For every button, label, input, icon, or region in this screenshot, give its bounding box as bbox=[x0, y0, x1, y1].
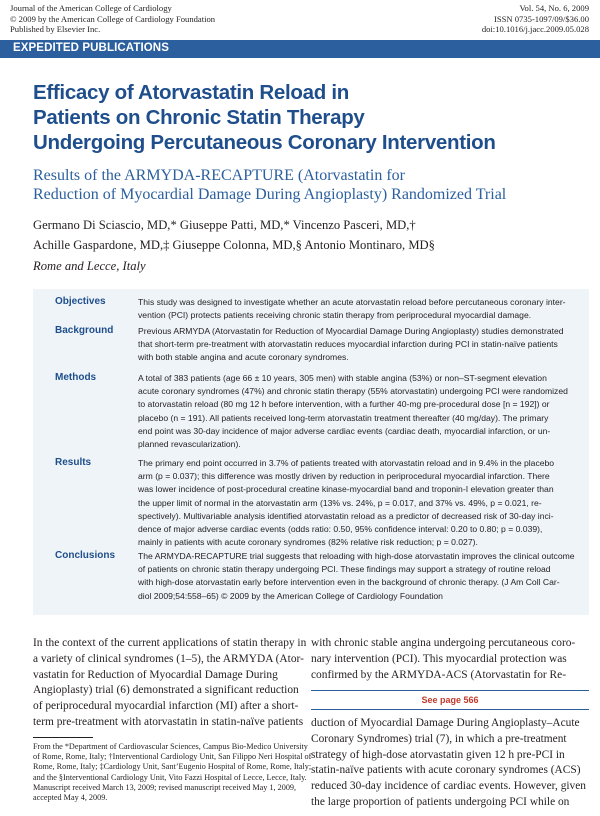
copyright-line: © 2009 by the American College of Cardiology Foundation bbox=[10, 13, 216, 24]
volume-line: Vol. 54, No. 6, 2009 bbox=[519, 3, 589, 13]
abstract-line: of patients on chronic statin therapy undergoing PCI. These findings may support a strategy of routine reload bbox=[138, 564, 551, 575]
abstract-text bbox=[138, 325, 584, 365]
abstract-line: diol 2009;54:558–65) © 2009 by the American College of Cardiology Foundation bbox=[138, 590, 443, 601]
abstract-line: was lower incidence of post-procedural creatine kinase-myocardial band and troponin-I elevation greater than bbox=[138, 484, 554, 495]
body-line: Angioplasty) trial (6) demonstrated a significant reduction bbox=[33, 684, 299, 697]
abstract-line: placebo (n = 191). All patients received long-term atorvastatin treatment thereafter (40 mg/day). The primary bbox=[138, 412, 549, 423]
body-line: In the context of the current applications of statin therapy in bbox=[33, 637, 307, 649]
body-column-right-top bbox=[311, 636, 591, 683]
abstract-line: that short-term pre-treatment with atorvastatin reduces myocardial infarction during PCI in statin-naïve patients bbox=[138, 339, 558, 350]
abstract-line: Previous ARMYDA (Atorvastatin for Reduction of Myocardial Damage During Angioplasty) studies demonstrated bbox=[138, 326, 564, 336]
footnote-line: From the *Department of Cardiovascular Sciences, Campus Bio-Medico University bbox=[33, 742, 308, 751]
abstract-line: planned revascularization). bbox=[138, 439, 241, 450]
abstract-label: Results bbox=[55, 457, 92, 468]
body-line: the large proportion of patients undergoing PCI while on bbox=[311, 795, 570, 808]
abstract-line: The primary end point occurred in 3.7% of patients treated with atorvastatin reload and in 9.4% in the placebo bbox=[138, 458, 555, 468]
affiliation: Rome and Lecce, Italy bbox=[33, 259, 146, 273]
article-title bbox=[33, 80, 573, 155]
doi-line: doi:10.1016/j.jacc.2009.05.028 bbox=[481, 24, 589, 34]
body-line: duction of Myocardial Damage During Angioplasty–Acute bbox=[311, 717, 580, 729]
structured-abstract bbox=[33, 289, 589, 615]
abstract-label: Methods bbox=[55, 372, 97, 383]
section-band bbox=[0, 40, 600, 58]
body-line: nary intervention (PCI). This myocardial protection was bbox=[311, 652, 567, 665]
footnote-rule bbox=[33, 737, 93, 738]
abstract-line: with both stable angina and acute coronary syndromes. bbox=[138, 352, 349, 363]
abstract-label: Background bbox=[55, 325, 114, 336]
abstract-text bbox=[138, 550, 584, 603]
journal-name: Journal of the American College of Cardiology bbox=[10, 3, 172, 13]
footnote-line: accepted May 4, 2009. bbox=[33, 793, 108, 803]
abstract-text bbox=[138, 457, 584, 549]
abstract-line: end point was 30-day incidence of major adverse cardiac events (cardiac death, myocardial infarction, or un- bbox=[138, 425, 551, 436]
abstract-label: Objectives bbox=[55, 296, 106, 307]
subtitle-line: Reduction of Myocardial Damage During Angioplasty) Randomized Trial bbox=[33, 186, 507, 203]
publisher-line: Published by Elsevier Inc. bbox=[10, 24, 101, 34]
abstract-label: Conclusions bbox=[55, 550, 116, 561]
body-line: Coronary Syndromes) trial (7), in which a pre-treatment bbox=[311, 732, 567, 745]
abstract-line: acute coronary syndromes (47%) and chronic statin therapy (55% atorvastatin) undergoing PCI were randomized bbox=[138, 386, 568, 397]
abstract-line: the upper limit of normal in the atorvastatin arm (13% vs. 24%, p = 0.017, and 37% vs. 49%, p = 0.021, re- bbox=[138, 497, 542, 508]
abstract-text bbox=[138, 296, 584, 322]
body-line: a variety of clinical syndromes (1–5), the ARMYDA (Ator- bbox=[33, 652, 304, 665]
body-line: of periprocedural myocardial infarction (MI) after a short- bbox=[33, 700, 299, 713]
journal-header-left bbox=[10, 3, 215, 35]
title-line: Efficacy of Atorvastatin Reload in bbox=[33, 81, 349, 104]
body-line: statin-naïve patients with acute coronary syndromes (ACS) bbox=[311, 764, 581, 777]
body-column-left bbox=[33, 636, 307, 731]
see-page-link[interactable]: See page 566 bbox=[311, 690, 589, 710]
affiliation-footnote bbox=[33, 742, 312, 803]
body-line: strategy of high-dose atorvastatin given 12 h pre-PCI in bbox=[311, 748, 565, 761]
abstract-line: The ARMYDA-RECAPTURE trial suggests that reloading with high-dose atorvastatin improves the clinical outcome bbox=[138, 551, 575, 561]
body-line: reduced 30-day incidence of cardiac events. However, given bbox=[311, 780, 587, 793]
footnote-line: of Rome, Rome, Italy; †Interventional Cardiology Unit, San Filippo Neri Hospital of bbox=[33, 752, 312, 762]
footnote-line: and the §Interventional Cardiology Unit, Vito Fazzi Hospital of Lecce, Lecce, Italy. bbox=[33, 772, 307, 782]
author-line: Germano Di Sciascio, MD,* Giuseppe Patti, MD,* Vincenzo Pasceri, MD,† bbox=[33, 218, 416, 232]
author-line: Achille Gaspardone, MD,‡ Giuseppe Colonna, MD,§ Antonio Montinaro, MD§ bbox=[33, 237, 435, 252]
section-label: EXPEDITED PUBLICATIONS bbox=[13, 42, 169, 54]
article-subtitle bbox=[33, 166, 578, 204]
body-line: vastatin for Reduction of Myocardial Damage During bbox=[33, 668, 278, 681]
body-line: with chronic stable angina undergoing percutaneous coro- bbox=[311, 637, 576, 649]
author-list bbox=[33, 216, 435, 255]
abstract-line: This study was designed to investigate whether an acute atorvastatin reload before percutaneous coronary inter- bbox=[138, 297, 566, 307]
abstract-line: dence of major adverse cardiac events (odds ratio: 0.50, 95% confidence interval: 0.20 to 0.80; p = 0.039), bbox=[138, 524, 543, 535]
abstract-line: with high-dose atorvastatin early before intervention even in the background of chronic therapy. (J Am Coll Car- bbox=[138, 577, 560, 588]
title-line: Undergoing Percutaneous Coronary Intervention bbox=[33, 131, 496, 154]
abstract-line: spectively). Multivariable analysis identified atorvastatin reload as a predictor of decreased risk of 30-day inci- bbox=[138, 510, 554, 521]
abstract-line: vention (PCI) protects patients receiving chronic statin therapy from periprocedural myocardial damage. bbox=[138, 310, 532, 321]
body-line: term pre-treatment with atorvastatin in statin-naïve patients bbox=[33, 715, 304, 728]
title-line: Patients on Chronic Statin Therapy bbox=[33, 106, 365, 129]
subtitle-line: Results of the ARMYDA-RECAPTURE (Atorvastatin for bbox=[33, 167, 405, 184]
abstract-line: A total of 383 patients (age 66 ± 10 years, 305 men) with stable angina (53%) or non–ST-segment elevation bbox=[138, 373, 547, 383]
body-line: confirmed by the ARMYDA-ACS (Atorvastatin for Re- bbox=[311, 668, 566, 681]
abstract-line: to atorvastatin reload (80 mg 12 h before intervention, with a further 40-mg pre-procedural dose [n = 192]) or bbox=[138, 399, 550, 410]
issn-line: ISSN 0735-1097/09/$36.00 bbox=[493, 13, 589, 24]
abstract-text bbox=[138, 372, 584, 451]
body-column-right-bottom bbox=[311, 716, 591, 811]
abstract-line: mainly in patients with acute coronary syndromes (82% relative risk reduction; p = 0.027). bbox=[138, 537, 478, 548]
journal-header-right bbox=[482, 3, 589, 35]
footnote-line: Rome, Rome, Italy; ‡Cardiology Unit, Sant’Eugenio Hospital of Rome, Rome, Italy; bbox=[33, 762, 312, 772]
abstract-line: arm (p = 0.037); this difference was mostly driven by reduction in periprocedural myocardial infarction. There bbox=[138, 471, 550, 482]
footnote-line: Manuscript received March 13, 2009; revised manuscript received May 1, 2009, bbox=[33, 782, 297, 792]
